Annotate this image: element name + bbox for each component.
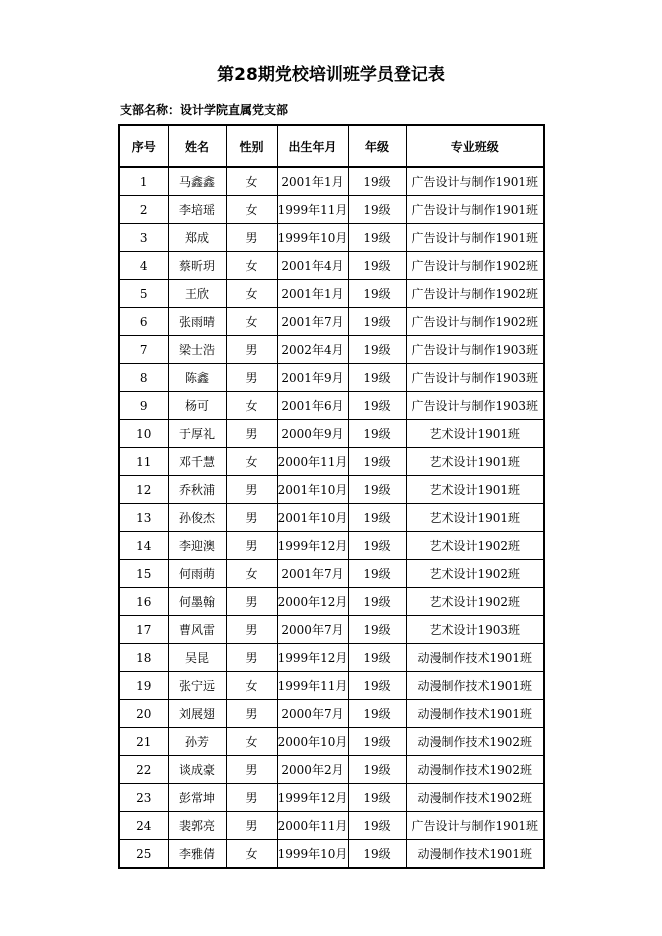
cell-birth: 1999年11月 (277, 196, 348, 224)
cell-index: 9 (119, 392, 168, 420)
cell-index: 4 (119, 252, 168, 280)
cell-grade: 19级 (348, 700, 406, 728)
column-header-grade: 年级 (348, 125, 406, 167)
cell-index: 15 (119, 560, 168, 588)
cell-class: 广告设计与制作1903班 (406, 364, 544, 392)
roster-table (118, 124, 545, 869)
cell-index: 1 (119, 167, 168, 196)
cell-birth: 2001年7月 (277, 560, 348, 588)
cell-birth: 1999年12月 (277, 784, 348, 812)
cell-gender: 女 (226, 308, 277, 336)
cell-name: 杨可 (168, 392, 226, 420)
cell-name: 于厚礼 (168, 420, 226, 448)
cell-gender: 男 (226, 504, 277, 532)
cell-class: 广告设计与制作1902班 (406, 252, 544, 280)
cell-gender: 女 (226, 448, 277, 476)
cell-name: 曹风雷 (168, 616, 226, 644)
cell-index: 14 (119, 532, 168, 560)
cell-birth: 2000年7月 (277, 616, 348, 644)
table-row (119, 196, 544, 224)
cell-birth: 1999年12月 (277, 532, 348, 560)
table-row (119, 784, 544, 812)
cell-name: 刘展翅 (168, 700, 226, 728)
cell-birth: 2000年12月 (277, 588, 348, 616)
cell-gender: 女 (226, 728, 277, 756)
table-row (119, 700, 544, 728)
cell-class: 广告设计与制作1902班 (406, 308, 544, 336)
cell-grade: 19级 (348, 784, 406, 812)
cell-class: 广告设计与制作1903班 (406, 336, 544, 364)
cell-index: 25 (119, 840, 168, 869)
cell-index: 21 (119, 728, 168, 756)
cell-name: 吴昆 (168, 644, 226, 672)
cell-birth: 2000年7月 (277, 700, 348, 728)
cell-birth: 2001年9月 (277, 364, 348, 392)
cell-grade: 19级 (348, 672, 406, 700)
cell-index: 18 (119, 644, 168, 672)
table-row (119, 672, 544, 700)
column-header-class: 专业班级 (406, 125, 544, 167)
cell-grade: 19级 (348, 644, 406, 672)
cell-birth: 2000年11月 (277, 812, 348, 840)
cell-birth: 2001年6月 (277, 392, 348, 420)
cell-class: 艺术设计1903班 (406, 616, 544, 644)
cell-name: 马鑫鑫 (168, 167, 226, 196)
table-row (119, 840, 544, 869)
table-row (119, 616, 544, 644)
cell-name: 邓千慧 (168, 448, 226, 476)
cell-birth: 2001年10月 (277, 476, 348, 504)
cell-grade: 19级 (348, 588, 406, 616)
cell-class: 动漫制作技术1901班 (406, 644, 544, 672)
cell-index: 10 (119, 420, 168, 448)
cell-name: 王欣 (168, 280, 226, 308)
cell-index: 24 (119, 812, 168, 840)
cell-grade: 19级 (348, 280, 406, 308)
cell-index: 11 (119, 448, 168, 476)
cell-index: 20 (119, 700, 168, 728)
cell-grade: 19级 (348, 308, 406, 336)
table-row (119, 812, 544, 840)
table-row (119, 728, 544, 756)
cell-gender: 男 (226, 588, 277, 616)
cell-gender: 男 (226, 364, 277, 392)
table-row (119, 167, 544, 196)
cell-gender: 女 (226, 672, 277, 700)
cell-name: 张雨晴 (168, 308, 226, 336)
table-row (119, 420, 544, 448)
cell-index: 19 (119, 672, 168, 700)
cell-index: 17 (119, 616, 168, 644)
cell-index: 8 (119, 364, 168, 392)
cell-birth: 1999年11月 (277, 672, 348, 700)
cell-birth: 2001年4月 (277, 252, 348, 280)
cell-index: 5 (119, 280, 168, 308)
cell-grade: 19级 (348, 616, 406, 644)
cell-name: 何雨萌 (168, 560, 226, 588)
cell-gender: 男 (226, 784, 277, 812)
cell-name: 何墨翰 (168, 588, 226, 616)
cell-name: 张宁远 (168, 672, 226, 700)
cell-gender: 女 (226, 280, 277, 308)
cell-class: 广告设计与制作1903班 (406, 392, 544, 420)
cell-grade: 19级 (348, 560, 406, 588)
page-title: 第28期党校培训班学员登记表 (217, 65, 445, 85)
cell-name: 谈成豪 (168, 756, 226, 784)
cell-index: 3 (119, 224, 168, 252)
cell-gender: 男 (226, 336, 277, 364)
cell-grade: 19级 (348, 224, 406, 252)
table-row (119, 280, 544, 308)
table-row (119, 392, 544, 420)
cell-index: 7 (119, 336, 168, 364)
cell-grade: 19级 (348, 448, 406, 476)
cell-class: 动漫制作技术1901班 (406, 700, 544, 728)
cell-gender: 男 (226, 420, 277, 448)
table-row (119, 560, 544, 588)
cell-gender: 男 (226, 700, 277, 728)
cell-grade: 19级 (348, 476, 406, 504)
table-row (119, 224, 544, 252)
cell-class: 广告设计与制作1901班 (406, 167, 544, 196)
cell-grade: 19级 (348, 728, 406, 756)
cell-gender: 男 (226, 532, 277, 560)
cell-grade: 19级 (348, 812, 406, 840)
cell-gender: 男 (226, 644, 277, 672)
table-row (119, 756, 544, 784)
column-header-name: 姓名 (168, 125, 226, 167)
table-row (119, 308, 544, 336)
table-row (119, 588, 544, 616)
cell-birth: 2001年1月 (277, 280, 348, 308)
cell-class: 艺术设计1901班 (406, 420, 544, 448)
cell-name: 陈鑫 (168, 364, 226, 392)
cell-gender: 男 (226, 476, 277, 504)
cell-birth: 1999年10月 (277, 840, 348, 869)
table-row (119, 532, 544, 560)
cell-grade: 19级 (348, 252, 406, 280)
cell-grade: 19级 (348, 840, 406, 869)
column-header-birth: 出生年月 (277, 125, 348, 167)
cell-index: 16 (119, 588, 168, 616)
cell-birth: 2000年2月 (277, 756, 348, 784)
cell-name: 蔡昕玥 (168, 252, 226, 280)
cell-name: 郑成 (168, 224, 226, 252)
table-row (119, 476, 544, 504)
cell-name: 彭常坤 (168, 784, 226, 812)
cell-birth: 2001年10月 (277, 504, 348, 532)
branch-label: 支部名称：设计学院直属党支部 (120, 103, 289, 117)
cell-birth: 2000年10月 (277, 728, 348, 756)
cell-name: 孙俊杰 (168, 504, 226, 532)
cell-gender: 男 (226, 756, 277, 784)
cell-grade: 19级 (348, 336, 406, 364)
cell-gender: 男 (226, 812, 277, 840)
cell-index: 22 (119, 756, 168, 784)
cell-birth: 1999年10月 (277, 224, 348, 252)
cell-class: 动漫制作技术1902班 (406, 756, 544, 784)
cell-grade: 19级 (348, 167, 406, 196)
cell-birth: 2001年1月 (277, 167, 348, 196)
cell-gender: 女 (226, 167, 277, 196)
cell-grade: 19级 (348, 392, 406, 420)
table-row (119, 252, 544, 280)
cell-class: 动漫制作技术1902班 (406, 784, 544, 812)
cell-class: 艺术设计1901班 (406, 476, 544, 504)
cell-grade: 19级 (348, 504, 406, 532)
table-row (119, 448, 544, 476)
cell-name: 乔秋浦 (168, 476, 226, 504)
cell-name: 李雅倩 (168, 840, 226, 869)
cell-grade: 19级 (348, 196, 406, 224)
cell-birth: 1999年12月 (277, 644, 348, 672)
cell-name: 梁士浩 (168, 336, 226, 364)
cell-gender: 女 (226, 560, 277, 588)
cell-name: 李迎澳 (168, 532, 226, 560)
cell-index: 23 (119, 784, 168, 812)
table-row (119, 644, 544, 672)
cell-class: 艺术设计1902班 (406, 532, 544, 560)
cell-gender: 女 (226, 196, 277, 224)
cell-gender: 女 (226, 840, 277, 869)
cell-index: 2 (119, 196, 168, 224)
cell-class: 广告设计与制作1901班 (406, 812, 544, 840)
cell-birth: 2001年7月 (277, 308, 348, 336)
cell-grade: 19级 (348, 756, 406, 784)
cell-class: 广告设计与制作1901班 (406, 196, 544, 224)
table-row (119, 364, 544, 392)
cell-class: 艺术设计1901班 (406, 504, 544, 532)
cell-gender: 男 (226, 616, 277, 644)
cell-gender: 男 (226, 224, 277, 252)
cell-grade: 19级 (348, 364, 406, 392)
cell-gender: 女 (226, 252, 277, 280)
cell-grade: 19级 (348, 532, 406, 560)
table-row (119, 336, 544, 364)
cell-birth: 2000年11月 (277, 448, 348, 476)
cell-class: 动漫制作技术1901班 (406, 840, 544, 869)
column-header-gender: 性别 (226, 125, 277, 167)
cell-birth: 2002年4月 (277, 336, 348, 364)
cell-class: 艺术设计1902班 (406, 588, 544, 616)
table-row (119, 504, 544, 532)
cell-class: 动漫制作技术1902班 (406, 728, 544, 756)
cell-index: 6 (119, 308, 168, 336)
cell-index: 13 (119, 504, 168, 532)
cell-class: 艺术设计1901班 (406, 448, 544, 476)
cell-class: 广告设计与制作1901班 (406, 224, 544, 252)
cell-birth: 2000年9月 (277, 420, 348, 448)
roster-body (119, 167, 544, 868)
cell-name: 孙芳 (168, 728, 226, 756)
cell-index: 12 (119, 476, 168, 504)
cell-class: 广告设计与制作1902班 (406, 280, 544, 308)
cell-class: 艺术设计1902班 (406, 560, 544, 588)
cell-name: 李培瑶 (168, 196, 226, 224)
cell-name: 裴郭亮 (168, 812, 226, 840)
cell-grade: 19级 (348, 420, 406, 448)
column-header-index: 序号 (119, 125, 168, 167)
cell-class: 动漫制作技术1901班 (406, 672, 544, 700)
header-row (119, 125, 544, 167)
cell-gender: 女 (226, 392, 277, 420)
